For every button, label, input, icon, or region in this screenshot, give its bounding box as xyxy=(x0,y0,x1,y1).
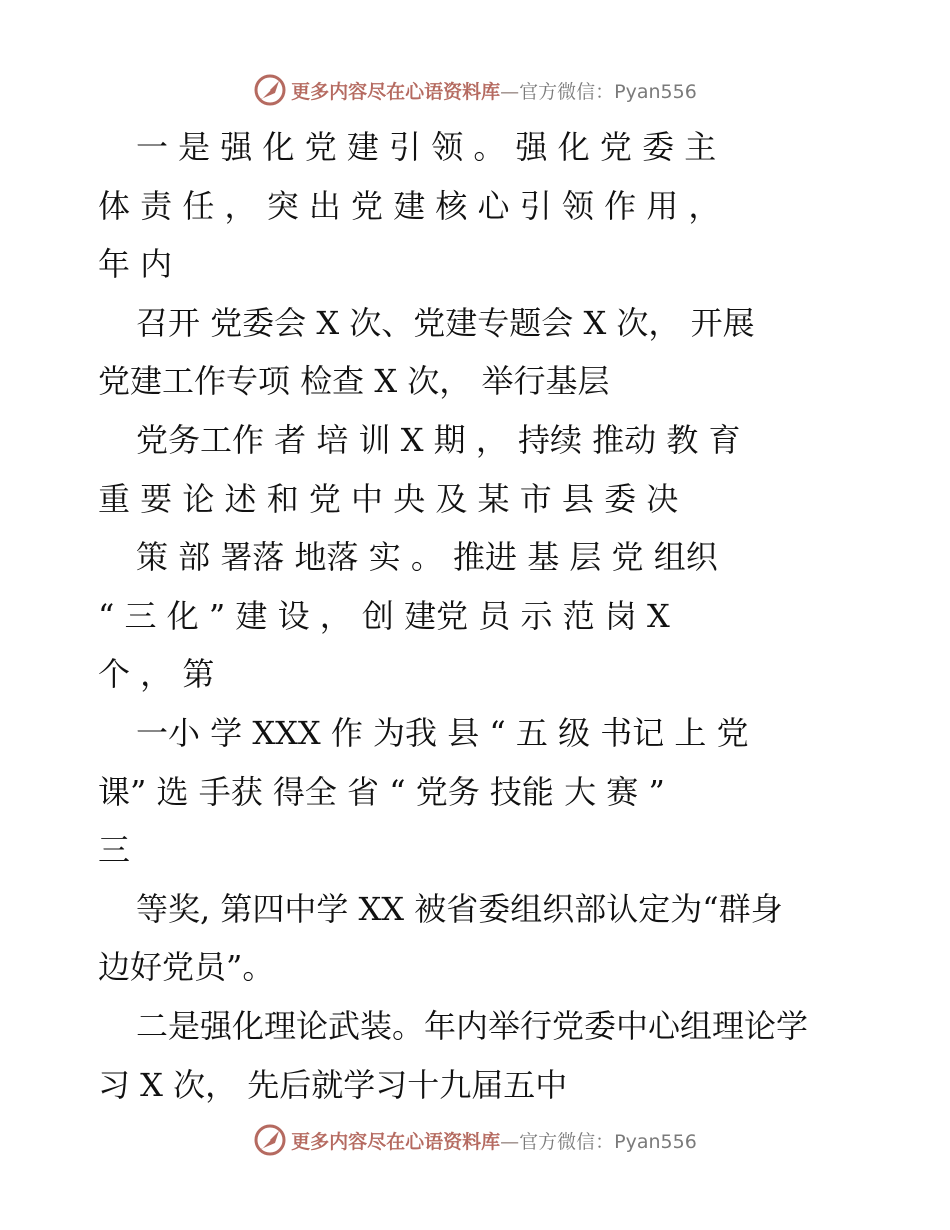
text-line: 习 X 次， 先后就学习十九届五中 xyxy=(98,1065,568,1104)
text-line: 体 责 任 ， 突 出 党 建 核 心 引 领 作 用 ， xyxy=(98,186,721,225)
text-line: 策 部 署落 地落 实 。 推进 基 层 党 组织 xyxy=(136,538,718,577)
text-line: 召开 党委会 X 次、党建专题会 X 次， 开展 xyxy=(136,303,755,342)
watermark-text: 更多内容尽在心语资料库—官方微信：Pyan556 xyxy=(291,80,697,103)
text-line: “ 三 化 ” 建 设 ， 创 建党 员 示 范 岗 X xyxy=(98,596,670,635)
quill-logo-icon xyxy=(253,1123,287,1157)
watermark-text: 更多内容尽在心语资料库—官方微信：Pyan556 xyxy=(291,1130,697,1153)
header-watermark xyxy=(0,70,950,110)
text-line: 三 xyxy=(98,831,131,870)
text-line: 一 是 强 化 党 建 引 领 。 强 化 党 委 主 xyxy=(136,128,717,166)
text-line: 等奖, 第四中学 XX 被省委组织部认定为“群身 xyxy=(136,889,783,928)
text-line: 边好党员”。 xyxy=(98,948,275,987)
text-line: 重 要 论 述 和 党 中 央 及 某 市 县 委 决 xyxy=(98,479,679,518)
footer-watermark xyxy=(0,1120,950,1160)
text-line: 个 ， 第 xyxy=(98,655,215,694)
text-line: 年 内 xyxy=(98,245,173,284)
text-line: 党建工作专项 检查 X 次， 举行基层 xyxy=(98,362,610,401)
text-line: 课” 选 手获 得全 省 “ 党务 技能 大 赛 ” xyxy=(98,772,665,811)
text-line: 党务工作 者 培 训 X 期 ， 持续 推动 教 育 xyxy=(136,420,741,459)
document-body xyxy=(98,118,850,1114)
text-line: 二是强化理论武装。年内举行党委中心组理论学 xyxy=(136,1006,809,1045)
quill-logo-icon xyxy=(253,73,287,107)
text-line: 一小 学 XXX 作 为我 县 “ 五 级 书记 上 党 xyxy=(136,713,749,752)
